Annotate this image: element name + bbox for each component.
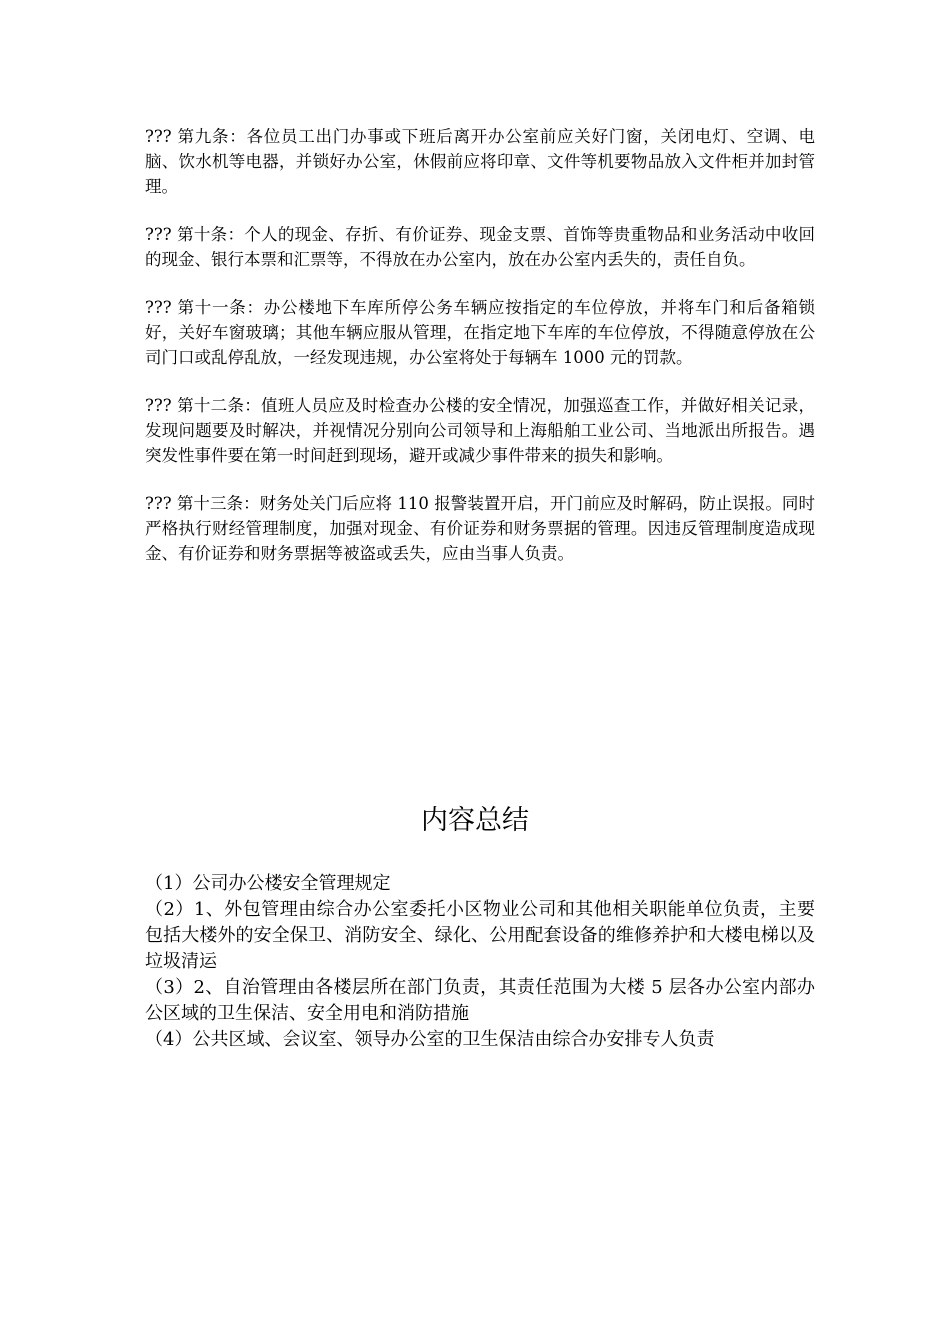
article-12: ??? 第十二条：值班人员应及时检查办公楼的安全情况，加强巡查工作，并做好相关记录，发现问题要及时解决，并视情况分别向公司领导和上海船舶工业公司、当地派出所报告。遇突发性事件要在第一时间赶到现场，避开或减少事件带来的损失和影响。 xyxy=(145,396,815,465)
summary-item-3: （3）2、自治管理由各楼层所在部门负责，其责任范围为大楼 5 层各办公室内部办公区域的卫生保洁、安全用电和消防措施 xyxy=(145,977,815,1024)
summary-item-1: （1）公司办公楼安全管理规定 xyxy=(145,873,391,894)
summary-item-4: （4）公共区域、会议室、领导办公室的卫生保洁由综合办安排专人负责 xyxy=(145,1029,715,1050)
summary-list xyxy=(145,871,815,1053)
regulation-articles xyxy=(145,124,815,589)
article-11: ??? 第十一条：办公楼地下车库所停公务车辆应按指定的车位停放，并将车门和后备箱锁好，关好车窗玻璃；其他车辆应服从管理，在指定地下车库的车位停放，不得随意停放在公司门口或乱停乱放，一经发现违规，办公室将处于每辆车 1000 元的罚款。 xyxy=(145,298,815,367)
summary-item-2: （2）1、外包管理由综合办公室委托小区物业公司和其他相关职能单位负责，主要包括大楼外的安全保卫、消防安全、绿化、公用配套设备的维修养护和大楼电梯以及垃圾清运 xyxy=(145,899,815,972)
summary-heading: 内容总结 xyxy=(421,805,529,836)
article-13: ??? 第十三条：财务处关门后应将 110 报警装置开启，开门前应及时解码，防止误报。同时严格执行财经管理制度，加强对现金、有价证券和财务票据的管理。因违反管理制度造成现金、有价证券和财务票据等被盗或丢失，应由当事人负责。 xyxy=(145,494,815,563)
article-10: ??? 第十条：个人的现金、存折、有价证券、现金支票、首饰等贵重物品和业务活动中收回的现金、银行本票和汇票等，不得放在办公室内，放在办公室内丢失的，责任自负。 xyxy=(145,225,815,269)
article-9: ??? 第九条：各位员工出门办事或下班后离开办公室前应关好门窗，关闭电灯、空调、电脑、饮水机等电器，并锁好办公室，休假前应将印章、文件等机要物品放入文件柜并加封管理。 xyxy=(145,127,815,196)
